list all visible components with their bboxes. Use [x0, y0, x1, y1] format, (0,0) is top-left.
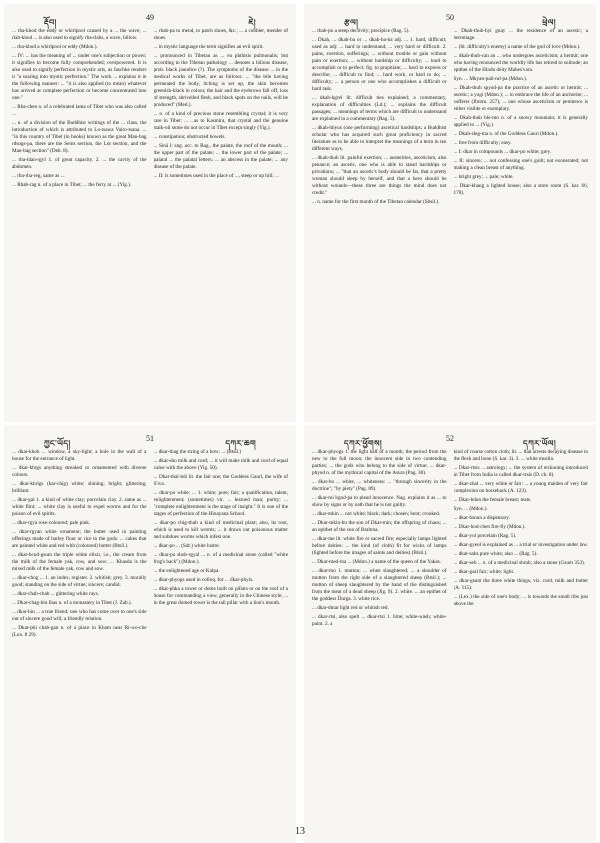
dictionary-entry: ... rba-rba-reg, same as ...: [12, 173, 65, 179]
dictionary-entry: ... in mystic language the term signifies an evil spirit.: [153, 44, 264, 50]
dictionary-page-52: [304, 425, 596, 843]
dictionary-entry: ... rba-khod a whirlpool or eddy (Mdon.).: [12, 44, 98, 50]
page-number: 52: [446, 434, 454, 443]
dictionary-entry: ... Dkar-chag-hin Ihas n. of a monastery in Tibet (J. Zab.).: [12, 600, 132, 606]
dictionary-entry: ... dkah-hbyus (one performing) ascetical hardships; a Buddhist scholar who has acquired such great proficiency in sacred literature as to be able to interpret the meanings of a term in ten different ways.: [312, 125, 447, 152]
dictionary-entry: ... Dkar-thal-bdi lit. the fair one; the Goddess Gauri, the wife of S'iva.: [153, 474, 288, 487]
dictionary-entry: ... dkah-thub-can an ... who undergoes asceticism; a hermit; one who having renounced the worldly life has retired to solitude; an epithet of the Hindu deity Mahes'vara.: [453, 53, 588, 73]
dictionary-entry: ... dkar-mkin ... not white; black; dark; chosen; bent; crooked.: [312, 511, 441, 517]
dictionary-entry: ... dkar-bsnun a dispensary.: [453, 515, 510, 521]
dictionary-entry: ... dkar-khrgs anything streaked or ornamented with diverse colours.: [12, 465, 147, 478]
page-number: 51: [146, 434, 154, 443]
dictionary-page-51: [4, 425, 296, 843]
dictionary-entry: ... dkar-rgyan white ornament; the butter used in painting offerings made of barley flour or rice to the gods: ... cakes that are painted white and red with (coloured) butter (Btsil.).: [12, 529, 147, 549]
dictionary-entry: ... Dkar-mkin-bu the son of Dkar-min; the offspring of chaos; ... an epithet of the son of Brahma.: [312, 520, 447, 533]
dictionary-entry: ... dkar-chog ... 1. an index; register. 2. whitish; grey. 3. morally good; standing on the side of virtue; sincere; candid.: [12, 575, 147, 588]
dictionary-page-49: [4, 4, 296, 422]
dictionary-entry: ... Rba-chen n. of a celebrated lama of Tibet who was also called ...: [12, 104, 147, 117]
dictionary-entry: ... constipation; obstructed bowels.: [153, 134, 226, 140]
dictionary-entry: Syn. ... Mkyan-pali-ral-pa (Mdon.).: [453, 76, 528, 82]
dictionary-entry: ... dkar-sho milk and curd; ... it will make milk and curd of equal value with the above (Yig. 50).: [153, 458, 288, 471]
dictionary-entry: ... (lit. difficulty's enemy) a name of the god of love (Mdon.).: [453, 44, 581, 50]
right-column: [154, 28, 289, 416]
dictionary-page-50: [304, 4, 596, 422]
dictionary-entry: ... dkar-seb ... n. of a medicinal shrub; also a stone (Gsum 353).: [453, 560, 586, 566]
page-columns: [312, 449, 588, 837]
dictionary-entry: ... Dkah, ... dkah-ba or ... dkah-ba-ba adj. ... 1. hard, difficult; used as adj: ... hard to understand; ... very hard or difficult. 2. pains, exertion, sufferings; ... without trouble or gain without pain or exertion; ... without hardship or difficulty; ... hard to accomplish or to perfect; fig. to propitiate; ... hard to express or describe; ... difficult to find; ... hard work, or hard to do; ... difficulty; ... a person or one who accomplishes a difficult or hard task.: [312, 37, 447, 92]
dictionary-entry: ... Dkar-med-ma ... (Mdon.) a name of the queen of the Yakas.: [312, 559, 441, 565]
dictionary-entry: ... rbab-po a steep declivity; precipice (Rag. 5).: [312, 28, 410, 34]
dictionary-entry: ... n. of a division of the Buddhist writings of the ... class, the introduction of which is attributed to Lo-tsawa Vairo-tsana. ... "in this country of Tibet (in books) known as the great Man-bag rdsogs-pa, there are the Sems section, the Lot section, and the Man-bag section" (Deb. 8).: [12, 120, 147, 154]
dictionary-entry: ... dkar-rgya rose-coloured; pale pink.: [12, 520, 91, 526]
dictionary-entry: ... IV: ... has the meaning of ... under one's subjection or power; it signifies to become fully comprehended; overpowered. It is also used to signify perfection in mystic arts, as Jaschke renders it "a soaring into mystic perfection." The work ... explains it in the following manner: ... "it is also applied (to mean) whatever has arrived at complete perfection or become concentrated into one.": [12, 53, 147, 101]
dictionary-entry: ... Rbab-rag n. of a place in Tibet; ... the ferry at ... (Yig.).: [12, 182, 132, 188]
dictionary-entry: ... Dkar-khang a lighted house; also a store room (S. kar. 66, 178).: [453, 183, 588, 196]
dictionary-entry: ... Dkah-thub-hyi gnay ... the residence of an ascetic; a hermitage.: [453, 28, 588, 41]
left-column: [312, 449, 447, 837]
dictionary-entry: ... dkar-gyeol is explained as ... a trial or investigation under law.: [453, 542, 588, 548]
dictionary-entry: ... rba-ldan-rgyl 1. of great capacity. 2. ... the cavity of the abdomen.: [12, 157, 147, 170]
dictionary-entry: ... dkar-gsal fair; white; light.: [453, 569, 515, 575]
dictionary-entry: ... dkar-khrigs (kar-chig) white; shining; bright; glittering; brilliant.: [12, 481, 147, 494]
right-running-head: ཕྲེལ།: [542, 18, 556, 27]
dictionary-entry: ... Dkar-rtsis ... astrology; ... the system of reckoning introduced in Tibet from India is called dkar-rtsis (D. ch. 8).: [453, 465, 588, 478]
page-number: 50: [446, 13, 454, 22]
dictionary-entry: ... dkar-bcud-gsum the triple white elixir, i.e., the cream from the milk of the female yak, cow, and sow; ... Khasda is the mixed milk of the female yak, cow and sow.: [12, 552, 147, 572]
right-column: [454, 28, 589, 416]
dictionary-entry: ... dkar-phyogs 1. the light half of a month; the period from the new to the full moon; the innocent side in two contending parties; ... the gods who belong to the side of virtue; ... dkar-phyod n. of the mythical capital of the Asura (Pag. 30).: [312, 449, 447, 476]
dictionary-entry: ... dkar-thag the string of a bow: ... (Btsil.): [153, 449, 242, 455]
dictionary-entry: ... II: is sometimes used in the place of ..., steep or up hill; ...: [153, 173, 279, 179]
right-running-head: དཀར་ཆག: [225, 439, 256, 448]
dictionary-entry: ... Dkah-thub ble-mo n. of a snowy mountain; it is generally applied to ... (Yig.).: [453, 115, 588, 128]
dictionary-entry: ... dkar-po sbob-rgyal ... n. of a medicinal stone (called "white frog's back") (Mdon.).: [153, 552, 288, 565]
dictionary-entry: ... dkar-gal 1. a kind of white clay; porcelain clay. 2. same as ... white flint; ... white clay is useful to expel worms and for the poison of evil spirits.: [12, 497, 147, 517]
dictionary-entry: ... dkar-khoh ... window, a sky-light; a hole in the wall of a house for the entrance of light.: [12, 449, 147, 462]
page-number: 49: [146, 13, 154, 22]
dictionary-entry: ... dkah-thub lit. painful exertion; ... austerities, asceticism, also penance; an ascetic, one who is able to stand hardships or privations; ... "that an ascetic's body should be fat, that a pretty woman should sleep by herself, and that a hero should be without wounds—these three are things the mind does not credit.": [312, 155, 447, 196]
dictionary-entry: ... (Lex.) the side of one's body; ... is towards the small ribs just above the: [453, 594, 588, 607]
dictionary-entry: ... I: dkar in compounds ... dkar-po white; grey.: [453, 149, 552, 155]
dictionary-entry: ... dkar-chab-chab ... glittering white rays.: [12, 591, 99, 597]
dictionary-entry: ... n. name for the first month of the Tibetan calendar (Sbsil.).: [312, 199, 440, 205]
dictionary-entry: Syn. ... (Mdon.).: [453, 506, 488, 512]
dictionary-entry: ... rbab-pa to mend, to patch shoes, &c.; ... a cobbler, mender of shoes.: [153, 28, 288, 41]
dictionary-entry: ... free from difficulty; easy.: [453, 140, 512, 146]
dictionary-entry: ... dkar-bu ... white, ... whiteness: ... "through sincerity in the doctrine"; "by piety" (Pag. 89).: [312, 479, 447, 492]
dictionary-entry: ... dkar-hin ... a true friend; one who has come over to one's side out of sincere good will; a friendly relation.: [12, 609, 147, 622]
dictionary-entry: ... Dkar-bdun the female breast; teats.: [453, 497, 532, 503]
page-columns: [12, 449, 288, 837]
right-column: [454, 449, 589, 837]
dictionary-entry: ... dkar-sabs pure white; also ... (Rag. 5).: [453, 551, 538, 557]
dictionary-entry: ... dkar-po white; ... 1. white; pure; fair; a qualification, talent, enlightenment; (sometimes) vir. ... learned man; purity; ... "complete enlightenment is the stage of insight." It is one of the stages of perfection of the Hinayana School.: [153, 490, 288, 517]
page-header: [304, 13, 596, 25]
dictionary-entry: ... dkar-zhal ... very white or fair: ... a young maiden of very fair complexion on horseback (A. 123).: [453, 481, 588, 494]
page-header: [4, 434, 296, 446]
dictionary-entry: ... dkar-po chig-thub a kind of medicinal plant; also, its root, which is used to kill worms; ... it draws out poisonous matter and subdues worms which infest one.: [153, 520, 288, 540]
dictionary-entry: ... dkar-phka a tower or dome built on pillars or on the roof of a house for commanding a view, generally in the Chinese style; ... in the great domed tower is the tall pillar with a lion's mouth.: [153, 586, 288, 606]
left-column: [312, 28, 447, 416]
dictionary-entry: ... dkar-mi bgod-pa to plead innocence. Nag. explains it as ... to show by signs or by oath that he is not guilty.: [312, 495, 447, 508]
dictionary-entry: ... Sinä I: sng. acc. to Rag., the palate, the roof of the mouth; ... the upper part of the palate; ... the lower part of the palate; ... palatal ... the palatal letters; ... an abscess in the palate; ... any disease of the palate.: [153, 143, 288, 170]
dictionary-entry: ... rba-khod the eddy or whirlpool caused by a ... the wave; ... rlab-khod ... is also used to signify rba-rlabs, a wave, billow.: [12, 28, 147, 41]
dictionary-entry: ... dkar-me lit. white fire or sacred fire; especially lamps lighted before deities: ... the kind (of cloth) fit for wicks of lamps (lighted before the images of saints and deities) (Btsil.).: [312, 536, 447, 556]
dictionary-entry: ... Dkah-sleg-ma n. of the Goddess Gauri (Mdon.).: [453, 131, 559, 137]
dictionary-entry: ... dkar-dmar light red or whitish red.: [312, 605, 389, 611]
dictionary-entry: ... dkah-hgrel lit. difficult ties explained; a commentary, explanation of difficulties (Ld.); ... explains the difficult passages; ... meanings of terms which are difficult to understand are explained in a commentary (Rag. 5).: [312, 95, 447, 122]
sheet-number: 13: [295, 826, 305, 837]
right-running-head: དཀར་ཡོལ།: [523, 439, 556, 448]
page-columns: [312, 28, 588, 416]
left-running-head: རྩལ།: [344, 18, 359, 27]
left-running-head: དཀར་ཕྱོགས།: [344, 439, 383, 448]
dictionary-entry: kind of coarse cotton cloth; lit. ... that arrests decaying disease in the flesh and bone (S. kar. 3). 3. ... white muslin.: [453, 449, 588, 462]
page-columns: [12, 28, 288, 416]
dictionary-entry: ... Dkah-thub spyod-pa the practice of an ascetic or hermit; ... ascetic; a yogi (Mdon.); ... to embrace the life of an anchorite; ... sufferer (Jbrom. 257); ... one whose asceticism or penitence is either visible or exemplary.: [453, 85, 588, 112]
left-running-head: ཀྱང་ཡོད།: [44, 439, 71, 448]
dictionary-entry: ... Dkar-phi chab-gan n. of a place in Kham near Ri-wo-che (Lon. 8 29).: [12, 625, 147, 638]
left-column: [12, 28, 147, 416]
dictionary-entry: ... dkar-po ... (Sdr.) white lustre.: [153, 543, 220, 549]
dictionary-entry: ... II: sincere; ... not confessing one's guilt; not exonerated; not making a clean breast of anything.: [453, 158, 588, 171]
dictionary-entry: ... n. of a kind of precious stone resembling crystal; it is very rare in Tibet: ... ...as to Kasmira, that crystal and the genuine stalk-oil stone do not occur in Tibet except singly (Yig.).: [153, 111, 288, 131]
dictionary-entry: ... dkar-mo 1. mutton; ... when slaughtered; ... a shoulder of mutton from the right side of a slaughtered sheep (Btsil.); ... mutton of sheep slaughtered by the hand of the distinguished from the meat of a dead sheep (Jig. 9). 2. white. ... an epithet of the goddess Durga. 3. white rice.: [312, 568, 447, 602]
dictionary-entry: ... dkar-rtsi, also spelt ... dkar-rtsi 1. lime; white-wash; white-paint. 2. a: [312, 614, 447, 627]
dictionary-entry: ... dkar-yol porcelain (Rag. 5).: [453, 533, 517, 539]
page-header: [304, 434, 596, 446]
dictionary-entry: ... dkar-gsum the three white things, viz. curd, milk and butter (A. 115).: [453, 578, 588, 591]
dictionary-entry: ... dkar-phyogs used in colloq. for ... dkar-phyis.: [153, 577, 254, 583]
right-column: [154, 449, 289, 837]
dictionary-entry: ... bright grey; ... pale; white.: [453, 174, 514, 180]
left-column: [12, 449, 147, 837]
right-running-head: ཇེ།: [248, 18, 256, 27]
dictionary-entry: ... Dkar-hod-chen fire-fly (Mdon.).: [453, 524, 526, 530]
dictionary-entry: ... the enlightened age or Kalpa.: [153, 568, 220, 574]
page-header: [4, 13, 296, 25]
dictionary-entry: ... pronounced in Tibetan as ... ea phthisis pulmonalis; but according to the Tibetan pathology ... denotes a bilious disease, prob. black jaundice (?). The symptoms of the disease ... in the medical works of Tibet, are as follows: ... "the bile having permeated the body, itching is set up, the skin becomes greenish-black in colour, the hair and the eyebrows fall off, loss of strength, shrivelled flesh, and black spots on the nails, will be produced" (Med.).: [153, 53, 288, 108]
left-running-head: རྡོབ།: [44, 18, 57, 27]
